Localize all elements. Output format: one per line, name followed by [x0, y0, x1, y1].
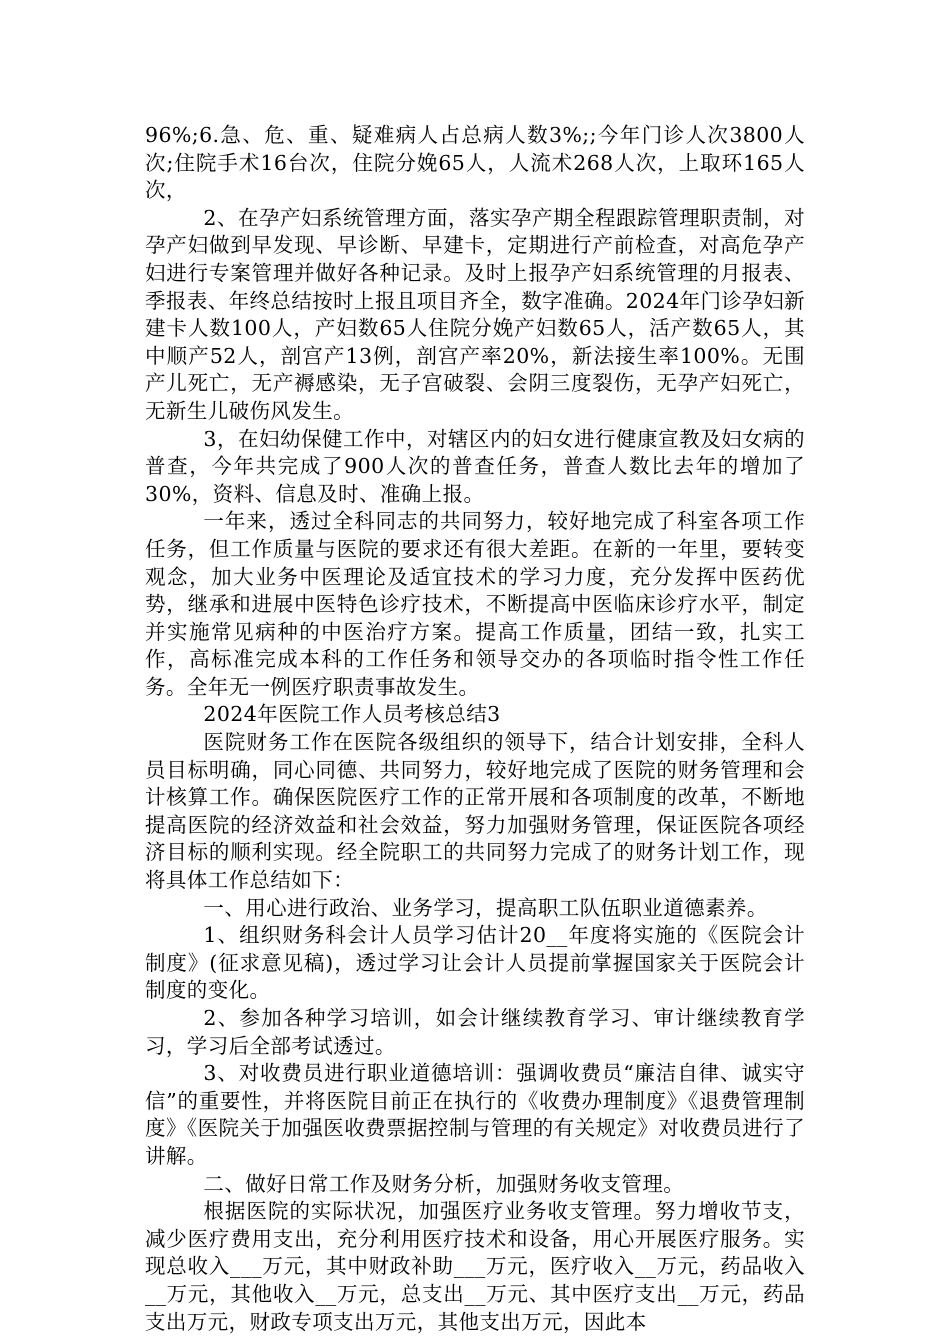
subheading-political-study: 一、用心进行政治、业务学习，提高职工队伍职业道德素养。	[203, 895, 768, 920]
paragraph-training: 2、参加各种学习培训，如会计继续教育学习、审计继续教育学习，学习后全部考试透过。	[145, 1006, 805, 1058]
subheading-daily-work: 二、做好日常工作及财务分析，加强财务收支管理。	[203, 1171, 685, 1196]
document-page	[145, 122, 805, 1336]
paragraph-accounting-study: 1、组织财务科会计人员学习估计20__年度将实施的《医院会计制度》(征求意见稿)，透过学习让会计人员提前掌握国家关于医院会计制度的变化。	[145, 923, 805, 1003]
paragraph-womens-health-screening: 3，在妇幼保健工作中，对辖区内的妇女进行健康宣教及妇女病的普查，今年共完成了900人次的普查任务，普查人数比去年的增加了30%，资料、信息及时、准确上报。	[145, 426, 805, 506]
paragraph-revenue-expenditure: 根据医院的实际状况，加强医疗业务收支管理。努力增收节支，减少医疗费用支出，充分利用医疗技术和设备，用心开展医疗服务。实现总收入___万元，其中财政补助___万元，医疗收入__万元，药品收入__万元，其他收入__万元，总支出__万元、其中医疗支出__万元，药品支出万元，财政专项支出万元，其他支出万元，因此本	[145, 1199, 805, 1334]
paragraph-cashier-ethics: 3、对收费员进行职业道德培训：强调收费员“廉洁自律、诚实守信”的重要性，并将医院目前正在执行的《收费办理制度》《退费管理制度》《医院关于加强医收费票据控制与管理的有关规定》对收费员进行了讲解。	[145, 1061, 805, 1168]
paragraph-finance-intro: 医院财务工作在医院各级组织的领导下，结合计划安排，全科人员目标明确，同心同德、共同努力，较好地完成了医院的财务管理和会计核算工作。确保医院医疗工作的正常开展和各项制度的改革，不断地提高医院的经济效益和社会效益，努力加强财务管理，保证医院各项经济目标的顺利实现。经全院职工的共同努力完成了的财务计划工作，现将具体工作总结如下：	[145, 730, 805, 893]
paragraph-statistics-summary: 96%;6.急、危、重、疑难病人占总病人数3%;;今年门诊人次3800人次;住院手术16台次，住院分娩65人，人流术268人次，上取环165人次，	[145, 123, 805, 203]
section-heading: 2024年医院工作人员考核总结3	[203, 702, 501, 727]
paragraph-maternal-management: 2、在孕产妇系统管理方面，落实孕产期全程跟踪管理职责制，对孕产妇做到早发现、早诊断、早建卡，定期进行产前检查，对高危孕产妇进行专案管理并做好各种记录。及时上报孕产妇系统管理的月报表、季报表、年终总结按时上报且项目齐全，数字准确。2024年门诊孕妇新建卡人数100人，产妇数65人住院分娩产妇数65人，活产数65人，其中顺产52人，剖宫产13例，剖宫产率20%，新法接生率100%。无围产儿死亡，无产褥感染，无子宫破裂、会阴三度裂伤，无孕产妇死亡，无新生儿破伤风发生。	[145, 205, 805, 423]
paragraph-year-review: 一年来，透过全科同志的共同努力，较好地完成了科室各项工作任务，但工作质量与医院的要求还有很大差距。在新的一年里，要转变观念，加大业务中医理论及适宜技术的学习力度，充分发挥中医药优势，继承和进展中医特色诊疗技术，不断提高中医临床诊疗水平，制定并实施常见病种的中医治疗方案。提高工作质量，团结一致，扎实工作，高标准完成本科的工作任务和领导交办的各项临时指令性工作任务。全年无一例医疗职责事故发生。	[145, 509, 805, 699]
